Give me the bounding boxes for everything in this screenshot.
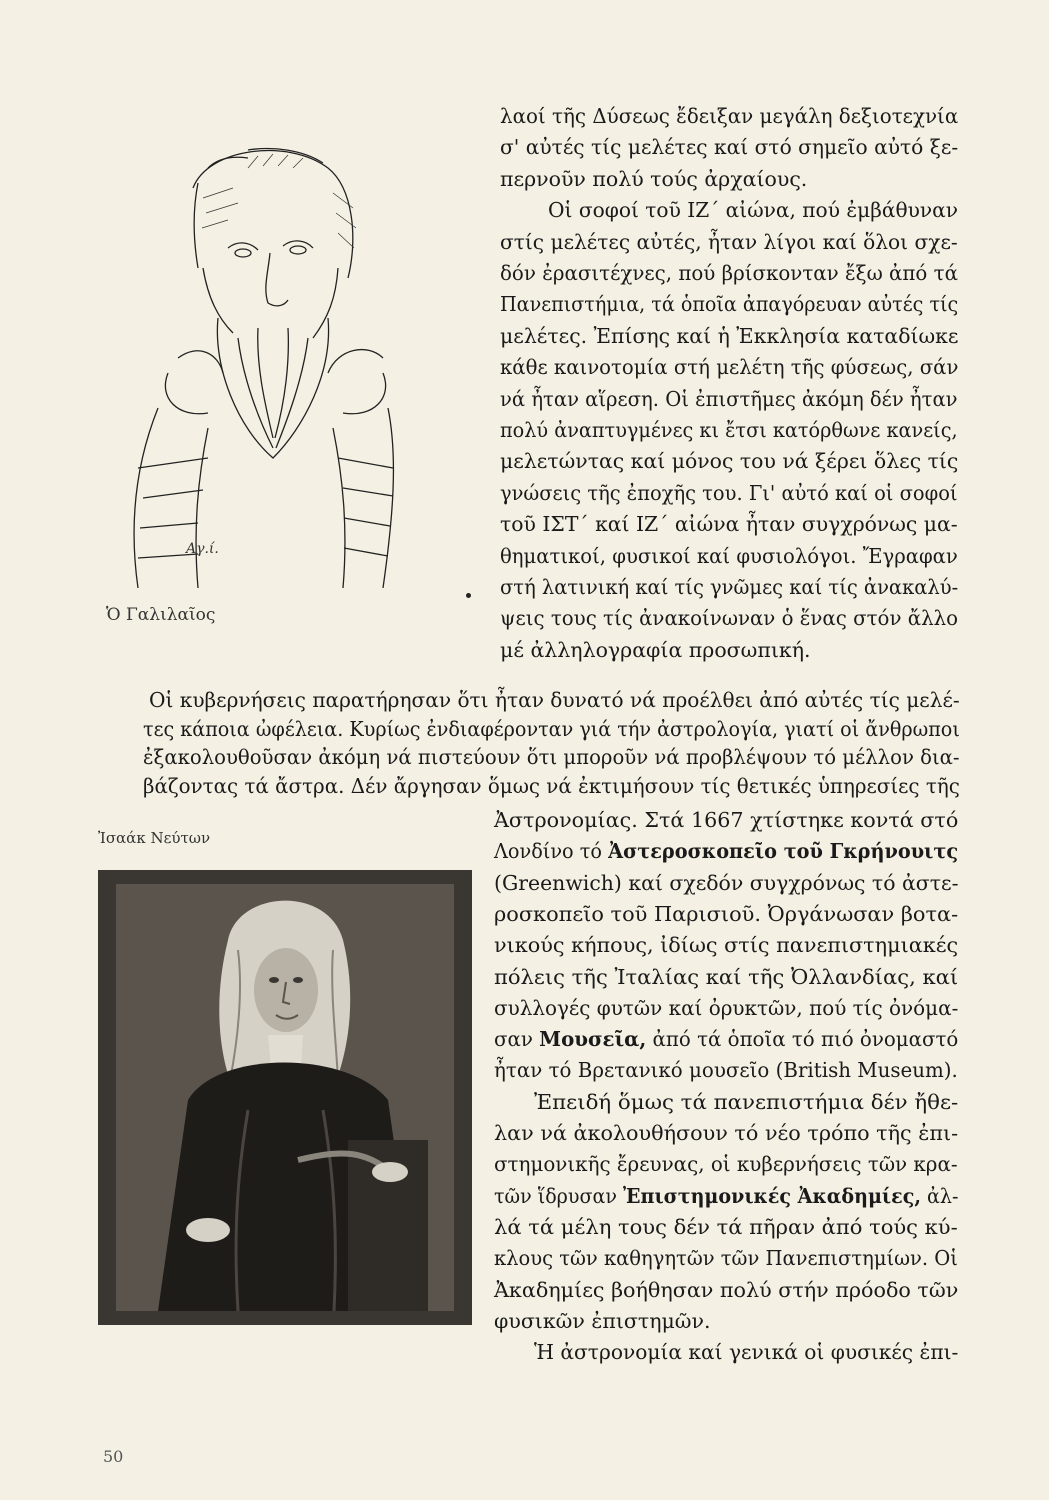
body-line <box>494 1309 711 1333</box>
body-line <box>500 387 958 411</box>
text-run: κλους τῶν καθηγητῶν τῶν Πανεπιστημίων. Οἱ <box>494 1246 958 1271</box>
body-line <box>500 638 811 662</box>
text-run: ψεις τους τίς ἀνακοίνωναν ὁ ἕνας στόν ἄλλο <box>500 606 959 631</box>
body-line <box>500 449 958 473</box>
body-line <box>494 1058 958 1082</box>
body-line <box>143 745 960 769</box>
body-line <box>494 1246 958 1270</box>
text-run: λά τά μέλη τους δέν τά πῆραν ἀπό τούς κύ- <box>494 1214 958 1239</box>
body-line <box>494 1121 958 1145</box>
body-line <box>500 418 958 442</box>
text-run: τες κάποια ὠφέλεια. Κυρίως ἐνδιαφέρονταν γιά τήν ἀστρολογία, γιατί οἱ ἄνθρωποι <box>143 716 960 741</box>
bold-term: Μουσεῖα, <box>539 1027 647 1052</box>
text-run: βάζοντας τά ἄστρα. Δέν ἄργησαν ὅμως νά ἐκτιμήσουν τίς θετικές ὑπηρεσίες τῆς <box>143 773 960 798</box>
ink-speck <box>466 593 471 598</box>
text-run: Οἱ σοφοί τοῦ ΙΖ΄ αἰώνα, πού ἐμβάθυναν <box>548 198 959 223</box>
body-line <box>500 292 958 316</box>
body-line <box>494 1027 958 1051</box>
text-run: φυσικῶν ἐπιστημῶν. <box>494 1308 711 1333</box>
body-line <box>143 774 960 798</box>
text-run: δόν ἐρασιτέχνες, πού βρίσκονταν ἔξω ἀπό τά <box>500 261 958 285</box>
text-run: μέ ἀλληλογραφία προσωπική. <box>500 637 811 662</box>
body-line <box>494 1215 958 1239</box>
body-line <box>500 481 958 505</box>
body-line <box>534 1090 958 1114</box>
bold-term: Ἀστεροσκοπεῖο τοῦ Γκρήνουιτς <box>608 839 959 864</box>
text-run: ροσκοπεῖο τοῦ Παρισιοῦ. Ὀργάνωσαν βοτα- <box>494 901 959 926</box>
text-run: Λονδίνο τό <box>494 839 609 864</box>
body-line <box>494 965 958 989</box>
text-run: τῶν ἵδρυσαν <box>494 1183 624 1208</box>
text-run: κάθε καινοτομία στή μελέτη τῆς φύσεως, σάν <box>500 355 959 380</box>
body-line <box>500 135 958 159</box>
text-run: Ἐπειδή ὅμως τά πανεπιστήμια δέν ἤθε- <box>534 1089 959 1114</box>
text-run: λαοί τῆς Δύσεως ἔδειξαν μεγάλη δεξιοτεχνία <box>500 104 959 128</box>
text-run: σ' αὐτές τίς μελέτες καί στό σημεῖο αὐτό ξε- <box>500 135 959 160</box>
text-run: Ἡ ἀστρονομία καί γενικά οἱ φυσικές ἐπι- <box>534 1340 959 1365</box>
body-line <box>494 1152 958 1176</box>
text-run: στημονικῆς ἔρευνας, οἱ κυβερνήσεις τῶν κρα- <box>494 1152 958 1177</box>
body-line <box>500 261 958 285</box>
text-run: μελετώντας καί μόνος του νά ξέρει ὅλες τίς <box>500 449 959 474</box>
body-line <box>500 324 958 348</box>
body-line <box>500 512 958 536</box>
body-line <box>500 575 958 599</box>
body-line <box>534 1340 958 1364</box>
body-line <box>548 198 958 222</box>
galileo-caption: Ὁ Γαλιλαῖος <box>106 605 216 625</box>
text-run: τοῦ ΙΣΤ΄ καί ΙΖ΄ αἰώνα ἦταν συγχρόνως μα- <box>500 512 958 537</box>
body-line <box>500 606 958 630</box>
text-run: ἀλ- <box>920 1183 959 1208</box>
body-line <box>500 544 958 568</box>
body-line <box>494 1278 958 1302</box>
body-line <box>494 808 958 832</box>
text-run: λαν νά ἀκολουθήσουν τό νέο τρόπο τῆς ἐπι- <box>494 1121 959 1145</box>
text-run: νικούς κήπους, ἰδίως στίς πανεπιστημιακές <box>494 933 959 958</box>
body-line <box>494 933 958 957</box>
text-run: γνώσεις τῆς ἐποχῆς του. Γι' αὐτό καί οἱ σοφοί <box>500 480 958 505</box>
text-run: στίς μελέτες αὐτές, ἦταν λίγοι καί ὅλοι σχε- <box>500 229 958 254</box>
text-run: (Greenwich) καί σχεδόν συγχρόνως τό ἀστε- <box>494 870 959 895</box>
body-line <box>494 839 958 863</box>
text-run: ἀπό τά ὁποῖα τό πιό ὀνομαστό <box>646 1027 959 1052</box>
page-number: 50 <box>103 1447 124 1466</box>
body-line <box>500 355 958 379</box>
text-run: πόλεις τῆς Ἰταλίας καί τῆς Ὀλλανδίας, καί <box>494 964 959 989</box>
text-run: μελέτες. Ἐπίσης καί ἡ Ἐκκλησία καταδίωκε <box>500 323 959 348</box>
body-line <box>500 230 958 254</box>
body-line <box>500 104 958 128</box>
text-run: Ἀστρονομίας. Στά 1667 χτίστηκε κοντά στό <box>494 808 959 832</box>
body-line <box>494 1184 958 1208</box>
text-run: περνοῦν πολύ τούς ἀρχαίους. <box>500 166 808 191</box>
text-run: νά ἦταν αἵρεση. Οἱ ἐπιστῆμες ἀκόμη δέν ἦταν <box>500 386 958 411</box>
body-line <box>494 996 958 1020</box>
text-run: στή λατινική καί τίς γνῶμες καί τίς ἀνακαλύ- <box>500 575 959 599</box>
text-run: ἦταν τό Βρετανικό μουσεῖο (British Museum). <box>494 1058 958 1083</box>
text-run: συλλογές φυτῶν καί ὀρυκτῶν, πού τίς ὀνόμα- <box>494 995 959 1020</box>
text-run: Οἱ κυβερνήσεις παρατήρησαν ὅτι ἦταν δυνατό νά προέλθει ἀπό αὐτές τίς μελέ- <box>149 688 960 712</box>
text-run: ἐξακολουθοῦσαν ἀκόμη νά πιστεύουν ὅτι μποροῦν νά προβλέψουν τό μέλλον δια- <box>143 745 960 769</box>
body-line <box>494 871 958 895</box>
text-run: Πανεπιστήμια, τά ὁποῖα ἀπαγόρευαν αὐτές τίς <box>500 292 959 317</box>
body-line <box>500 167 807 191</box>
text-run: θηματικοί, φυσικοί καί φυσιολόγοι. Ἔγραφαν <box>500 543 958 568</box>
text-run: Ἀκαδημίες βοήθησαν πολύ στήν πρόοδο τῶν <box>494 1277 959 1302</box>
text-run: σαν <box>494 1027 540 1052</box>
svg-text:Αγ.ί.: Αγ.ί. <box>186 541 219 557</box>
newton-portrait <box>98 870 472 1325</box>
text-run: πολύ ἀναπτυγμένες κι ἔτσι κατόρθωνε κανείς, <box>500 418 958 442</box>
bold-term: Ἐπιστημονικές Ἀκαδημίες, <box>623 1183 921 1208</box>
galileo-portrait <box>98 128 398 588</box>
body-line <box>143 717 960 741</box>
body-line <box>149 688 960 712</box>
newton-caption: Ἰσαάκ Νεύτων <box>98 829 211 847</box>
body-line <box>494 902 958 926</box>
